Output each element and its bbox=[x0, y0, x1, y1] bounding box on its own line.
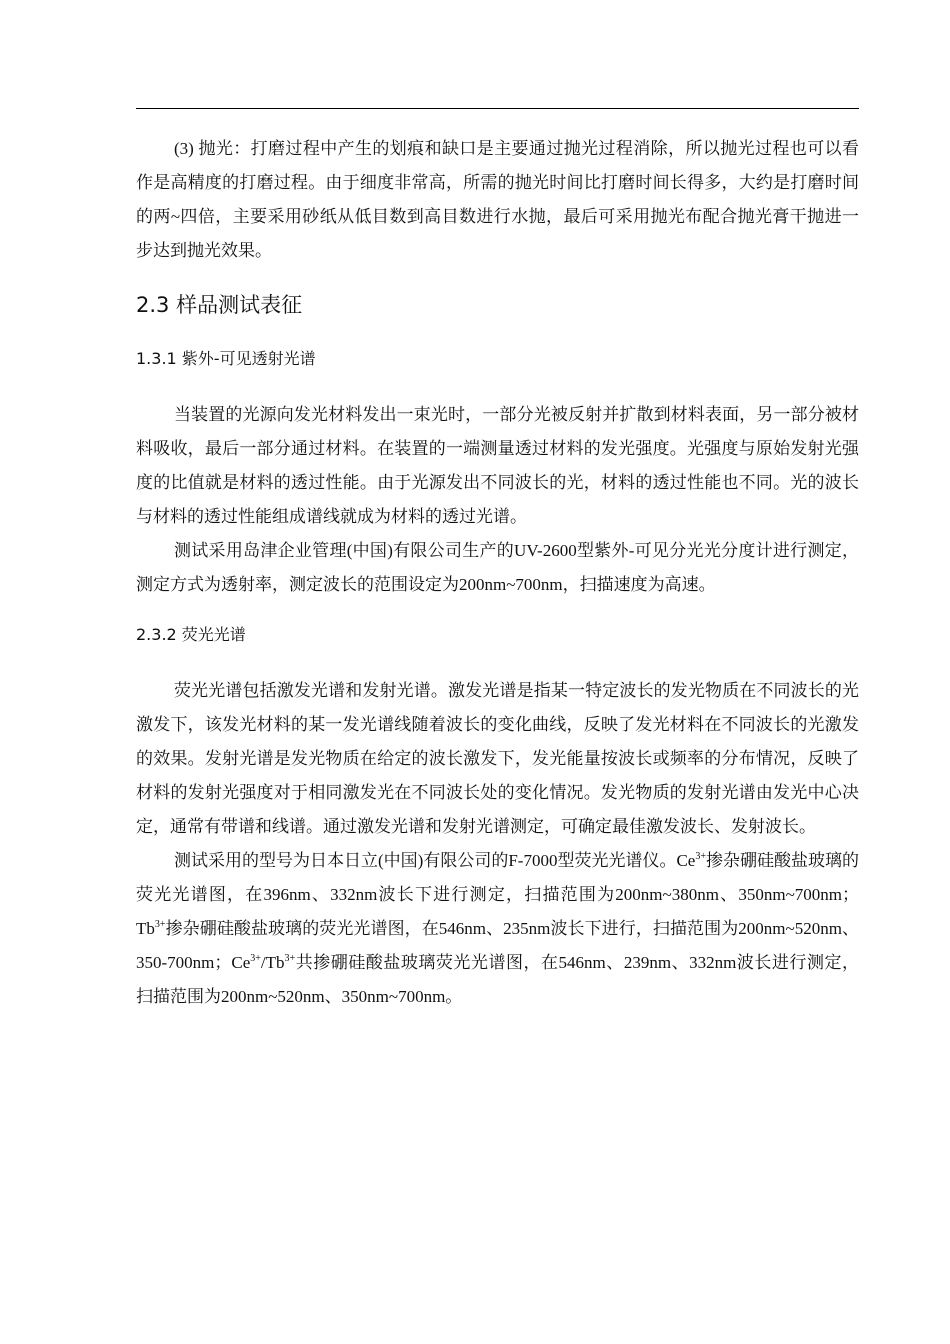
fluorescence-paragraph-1: 荧光光谱包括激发光谱和发射光谱。激发光谱是指某一特定波长的发光物质在不同波长的光激发下，该发光材料的某一发光谱线随着波长的变化曲线，反映了发光材料在不同波长的光激发的效果。发射光谱是发光物质在给定的波长激发下，发光能量按波长或频率的分布情况，反映了材料的发射光强度对于相同激发光在不同波长处的变化情况。发光物质的发射光谱由发光中心决定，通常有带谱和线谱。通过激发光谱和发射光谱测定，可确定最佳激发波长、发射波长。 bbox=[136, 681, 859, 836]
fluorescence-paragraph-2: 测试采用的型号为日本日立(中国)有限公司的F-7000型荧光光谱仪。$Ce^{3+}$掺杂硼硅酸盐玻璃的荧光光谱图，在396nm、332nm波长下进行测定，扫描范围为200nm~380nm、350nm~700nm；$Tb^{3+}$掺杂硼硅酸盐玻璃的荧光光谱图，在546nm、235nm波长下进行，扫描范围为200nm~520nm、350-700nm；$Ce^{3+}/Tb^{3+}$共掺硼硅酸盐玻璃荧光光谱图，在546nm、239nm、332nm波长进行测定，扫描范围为200nm~520nm、350nm~700nm。 bbox=[136, 851, 860, 1006]
section-title: 2.3 样品测试表征 bbox=[136, 293, 303, 317]
header-rule bbox=[136, 108, 859, 109]
uv-paragraph-2: 测试采用岛津企业管理(中国)有限公司生产的UV-2600型紫外-可见分光光分度计进行测定，测定方式为透射率，测定波长的范围设定为200nm~700nm，扫描速度为高速。 bbox=[136, 541, 859, 594]
subsection-title-uv: 1.3.1 紫外-可见透射光谱 bbox=[136, 349, 316, 368]
polish-paragraph: (3) 抛光：打磨过程中产生的划痕和缺口是主要通过抛光过程消除，所以抛光过程也可以看作是高精度的打磨过程。由于细度非常高，所需的抛光时间比打磨时间长得多，大约是打磨时间的两~四倍，主要采用砂纸从低目数到高目数进行水抛，最后可采用抛光布配合抛光膏干抛进一步达到抛光效果。 bbox=[136, 139, 859, 260]
page-content bbox=[136, 132, 859, 1014]
subsection-title-fluorescence: 2.3.2 荧光光谱 bbox=[136, 625, 246, 644]
uv-paragraph-1: 当装置的光源向发光材料发出一束光时，一部分光被反射并扩散到材料表面，另一部分被材料吸收，最后一部分通过材料。在装置的一端测量透过材料的发光强度。光强度与原始发射光强度的比值就是材料的透过性能。由于光源发出不同波长的光，材料的透过性能也不同。光的波长与材料的透过性能组成谱线就成为材料的透过光谱。 bbox=[136, 405, 859, 526]
